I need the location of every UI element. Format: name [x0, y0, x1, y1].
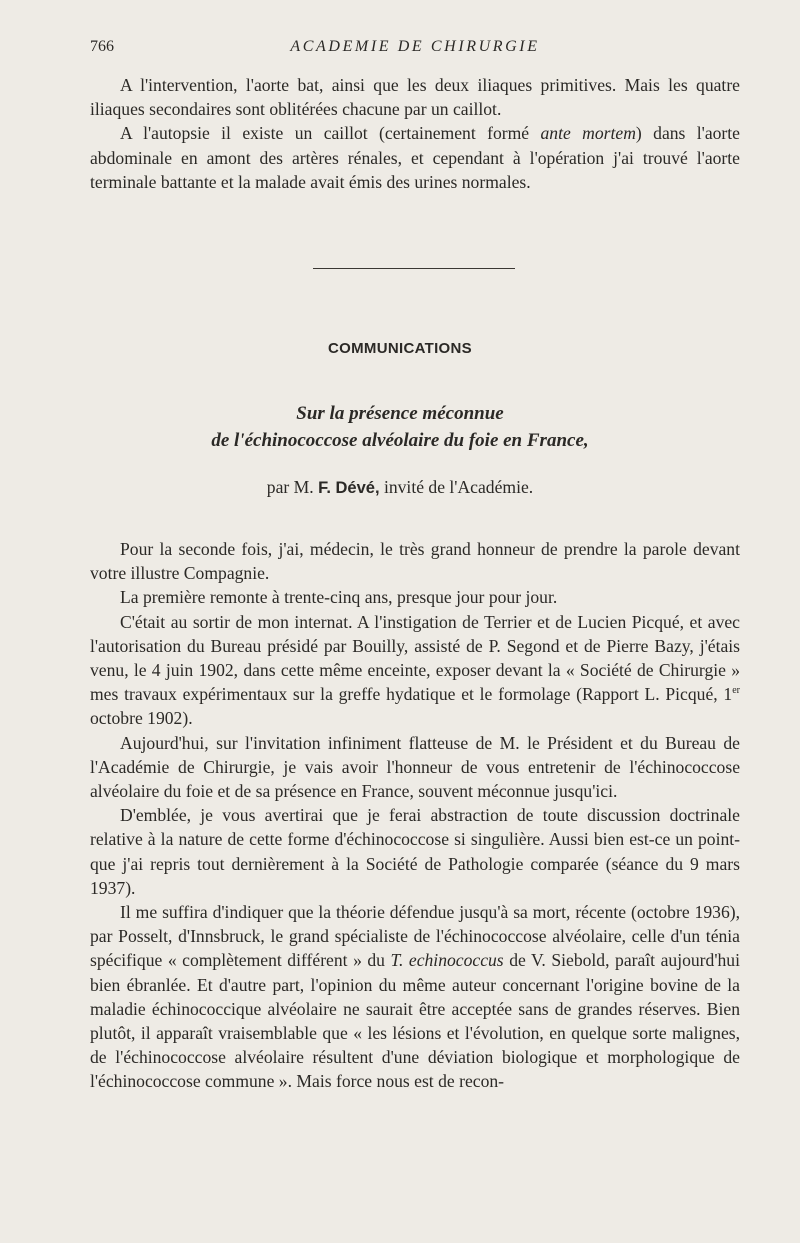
intro-text — [90, 73, 740, 194]
author-name: F. Dévé, — [318, 479, 380, 497]
page-number: 766 — [90, 38, 114, 55]
paragraph: Aujourd'hui, sur l'invitation infiniment flatteuse de M. le Président et du Bureau de l'Académie de Chirurgie, je vais avoir l'honneur de vous entretenir de l'échinococcose alvéolaire du foie et de sa présence en France, souvent méconnue jusqu'ici. — [90, 732, 740, 802]
paragraph: A l'autopsie il existe un caillot (certainement formé ante mortem) dans l'aorte abdominale en amont des artères rénales, et cependant à l'opération j'ai trouvé l'aorte terminale battante et la malade avait émis des urines normales. — [90, 123, 740, 192]
paragraph: C'était au sortir de mon internat. A l'instigation de Terrier et de Lucien Picqué, et avec l'autorisation du Bureau présidé par Bouilly, assisté de P. Segond et de Pierre Bazy, j'étais venu, le 4 juin 1902, dans cette même enceinte, exposer devant la « Société de Chirurgie » mes travaux expérimentaux sur la greffe hydatique et le formolage (Rapport L. Picqué, 1er octobre 1902). — [90, 611, 740, 729]
article-title-line: de l'échinococcose alvéolaire du foie en France, — [211, 430, 589, 451]
italic-term: T. echinococcus — [390, 950, 504, 971]
paragraph: Il me suffira d'indiquer que la théorie défendue jusqu'à sa mort, récente (octobre 1936), par Posselt, d'Innsbruck, le grand spécialiste de l'échinococcose alvéolaire, celle d'un ténia spécifique « complètement différent » du T. echinococcus de V. Siebold, paraît aujourd'hui bien ébranlée. Et d'autre part, l'opinion du même auteur concernant l'origine bovine de la maladie échinococcique alvéolaire ne saurait être acceptée sans de grandes réserves. Bien plutôt, il apparaît vraisemblable que « les lésions et l'évolution, en quelque sorte malignes, de l'échinococcose alvéolaire résultent d'une déviation biologique et morphologique de l'échinococcose commune ». Mais force nous est de recon- — [90, 902, 740, 1092]
article-body — [90, 537, 740, 1094]
paragraph: D'emblée, je vous avertirai que je ferai abstraction de toute discussion doctrinale relative à la nature de cette forme d'échinococcose si singulière. Aussi bien est-ce un point-que j'ai repris tout dernièrement à la Société de Pathologie comparée (séance du 9 mars 1937). — [90, 805, 740, 898]
section-heading: COMMUNICATIONS — [328, 340, 472, 357]
journal-title: ACADEMIE DE CHIRURGIE — [290, 38, 540, 55]
paragraph: A l'intervention, l'aorte bat, ainsi que les deux iliaques primitives. Mais les quatre iliaques secondaires sont oblitérées chacune par un caillot. — [90, 75, 740, 120]
byline — [0, 477, 800, 498]
byline-prefix: par M. — [266, 477, 314, 497]
paragraph: La première remonte à trente-cinq ans, presque jour pour jour. — [120, 587, 558, 608]
byline-suffix: invité de l'Académie. — [383, 477, 534, 497]
article-title-line: Sur la présence méconnue — [296, 403, 504, 424]
superscript: er — [732, 685, 740, 697]
section-divider — [313, 268, 515, 269]
paragraph: Pour la seconde fois, j'ai, médecin, le très grand honneur de prendre la parole devant votre illustre Compagnie. — [90, 539, 740, 584]
article-title — [0, 400, 800, 454]
running-head — [90, 38, 740, 62]
italic-term: ante mortem — [540, 123, 636, 144]
